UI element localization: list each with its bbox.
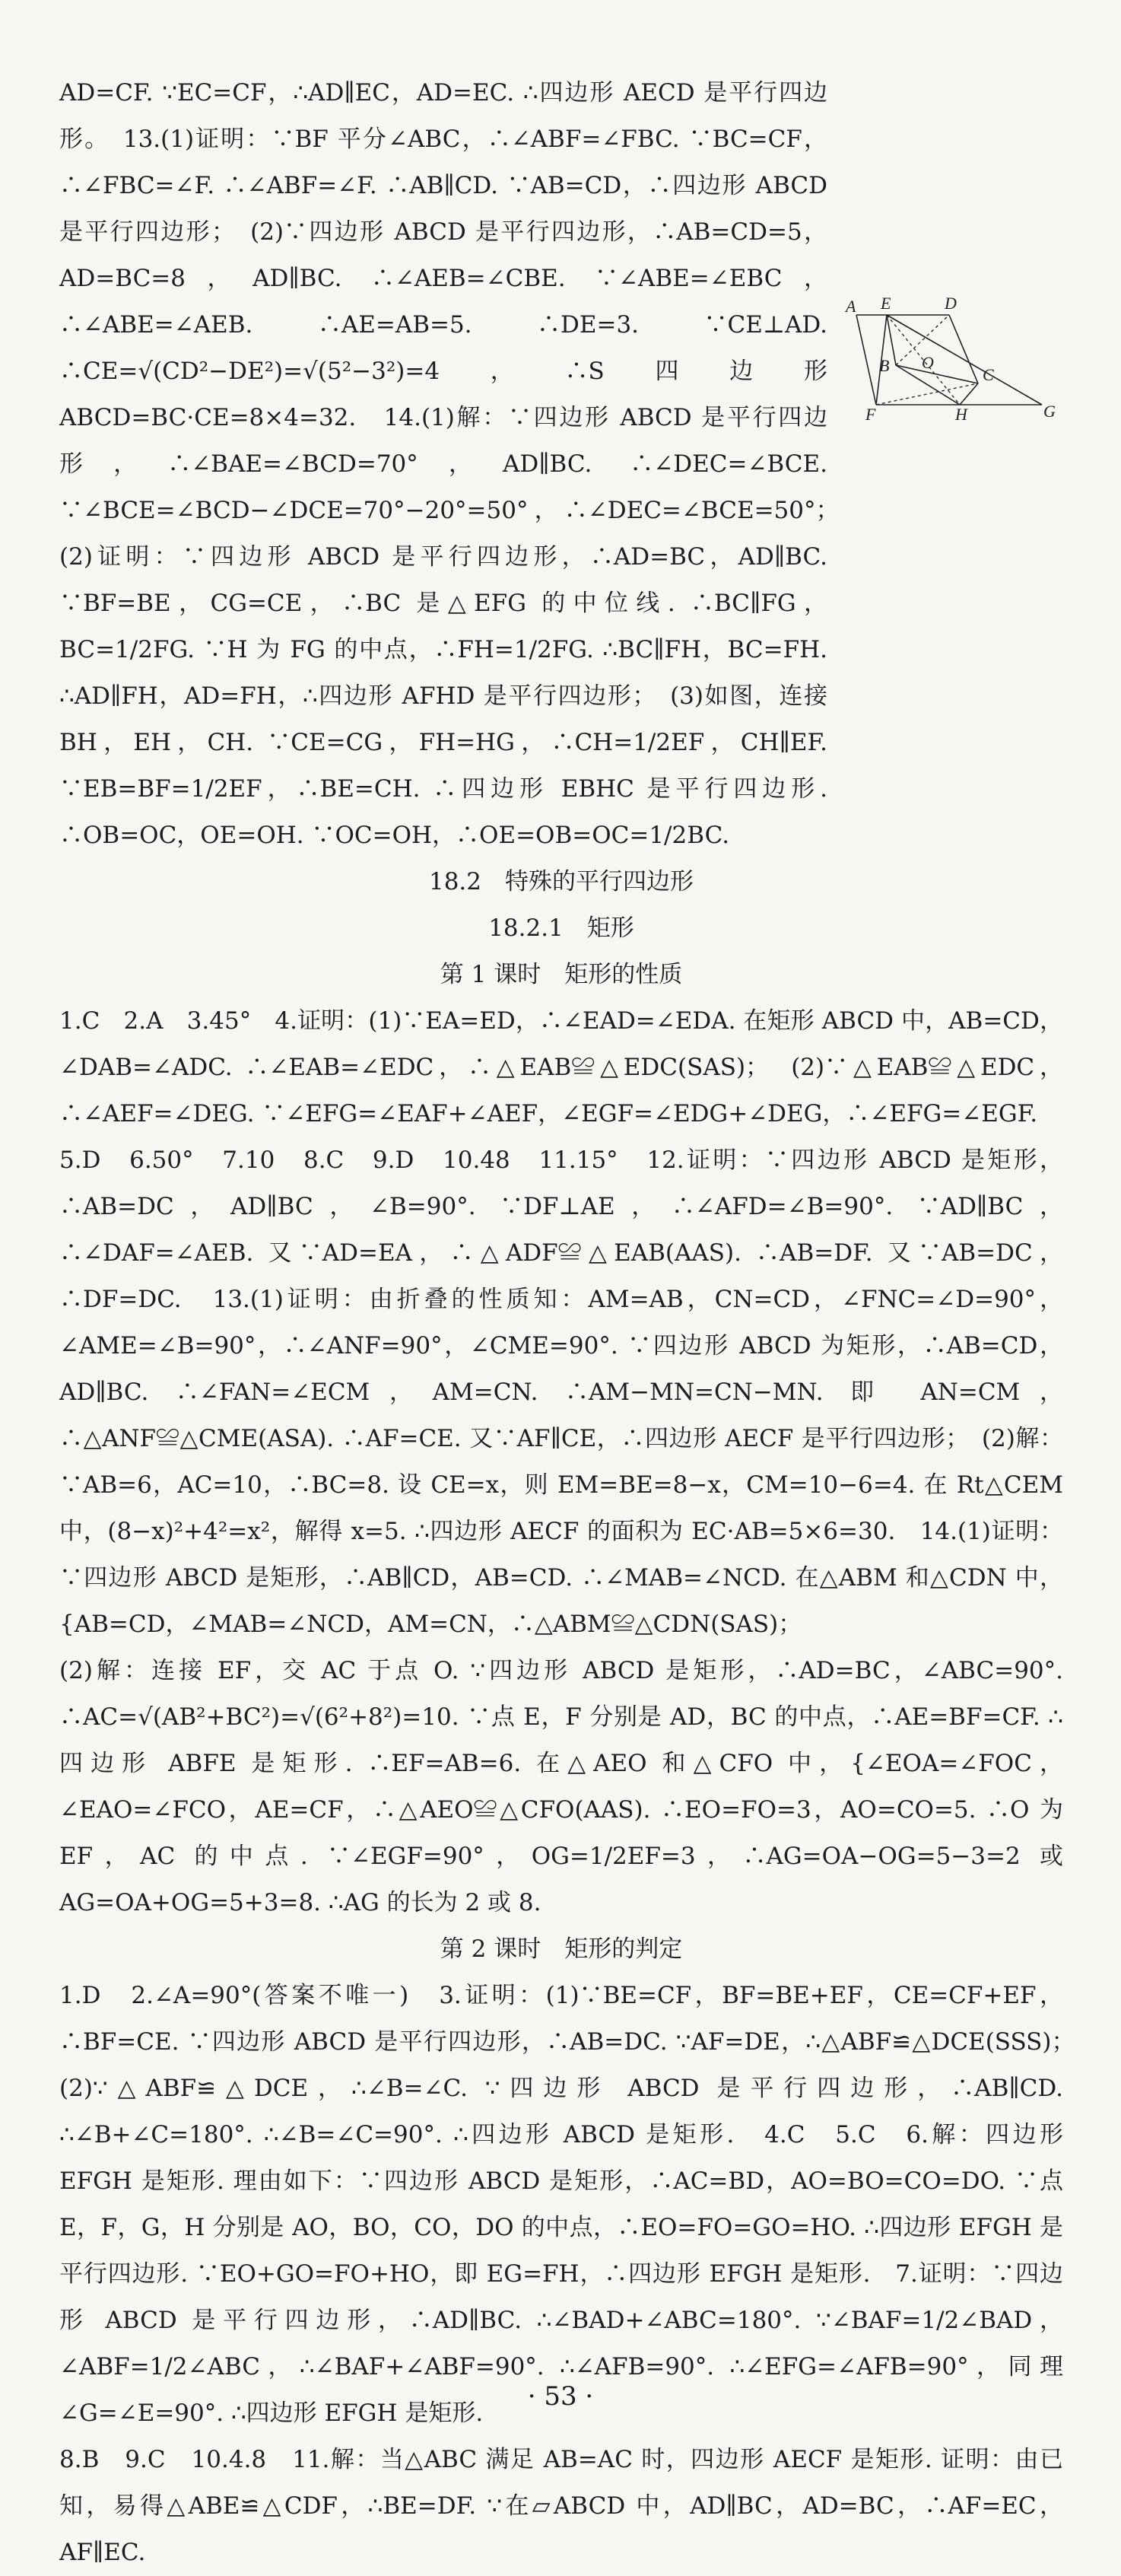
parallelogram-figure (843, 292, 1056, 424)
paragraph-lesson2-part1: 1.D 2.∠A=90°(答案不唯一) 3.证明：(1)∵BE=CF，BF=BE+EF，CE=CF+EF，∴BF=CE. ∵四边形 ABCD 是平行四边形，∴AB=DC. ∵AF=DE，∴△ABF≌△DCE(SSS)； (2)∵△ABF≌△DCE，∴∠B=∠C. ∵四边形 ABCD 是平行四边形，∴AB∥CD. ∴∠B+∠C=180°. ∴∠B=∠C=90°. ∴四边形 ABCD 是矩形. 4.C 5.C 6.解：四边形 EFGH 是矩形. 理由如下：∵四边形 ABCD 是矩形，∴AC=BD，AO=BO=CO=DO. ∵点 E，F，G，H 分别是 AO，BO，CO，DO 的中点，∴EO=FO=GO=HO. ∴四边形 EFGH 是平行四边形. ∵EO+GO=FO+HO，即 EG=FH，∴四边形 EFGH 是矩形. 7.证明：∵四边形 ABCD 是平行四边形，∴AD∥BC. ∴∠BAD+∠ABC=180°. ∵∠BAF=1/2∠BAD，∠ABF=1/2∠ABC，∴∠BAF+∠ABF=90°. ∴∠AFB=90°. ∴∠EFG=∠AFB=90°，同理∠G=∠E=90°. ∴四边形 EFGH 是矩形. (59, 1982, 1087, 2427)
paragraph-lesson1-part3: (2)解：连接 EF，交 AC 于点 O. ∵四边形 ABCD 是矩形，∴AD=BC，∠ABC=90°. ∴AC=√(AB²+BC²)=√(6²+8²)=10. ∵点 E，F 分别是 AD，BC 的中点，∴AE=BF=CF. ∴四边形 ABFE 是矩形. ∴EF=AB=6. 在△AEO 和△CFO 中，{∠EOA=∠FOC，∠EAO=∠FCO，AE=CF，∴△AEO≌△CFO(AAS). ∴EO=FO=3，AO=CO=5. ∴O 为 EF，AC 的中点. ∵∠EGF=90°，OG=1/2EF=3，∴AG=OA−OG=5−3=2 或 AG=OA+OG=5+3=8. ∴AG 的长为 2 或 8. (59, 1657, 1063, 1916)
label-E: E (881, 294, 891, 313)
label-C: C (983, 365, 994, 384)
paragraph-lesson1-part1: 1.C 2.A 3.45° 4.证明：(1)∵EA=ED，∴∠EAD=∠EDA. 在矩形 ABCD 中，AB=CD，∠DAB=∠ADC. ∴∠EAB=∠EDC，∴△EAB≌△EDC(SAS)； (2)∵△EAB≌△EDC，∴∠AEF=∠DEG. ∵∠EFG=∠EAF+∠AEF，∠EGF=∠EDG+∠DEG，∴∠EFG=∠EGF. (59, 1007, 1063, 1127)
label-H: H (955, 405, 967, 424)
paragraph-lesson1-part2: 5.D 6.50° 7.10 8.C 9.D 10.48 11.15° 12.证明：∵四边形 ABCD 是矩形，∴AB=DC，AD∥BC，∠B=90°. ∵DF⊥AE，∴∠AFD=∠B=90°. ∵AD∥BC，∴∠DAF=∠AEB. 又∵AD=EA，∴△ADF≌△EAB(AAS). ∴AB=DF. 又∵AB=DC，∴DF=DC. 13.(1)证明：由折叠的性质知：AM=AB，CN=CD，∠FNC=∠D=90°，∠AME=∠B=90°，∴∠ANF=90°，∠CME=90°. ∵四边形 ABCD 为矩形，∴AB=CD，AD∥BC. ∴∠FAN=∠ECM，AM=CN. ∴AM−MN=CN−MN. 即 AN=CM，∴△ANF≌△CME(ASA). ∴AF=CE. 又∵AF∥CE，∴四边形 AECF 是平行四边形； (2)解：∵AB=6，AC=10，∴BC=8. 设 CE=x，则 EM=BE=8−x，CM=10−6=4. 在 Rt△CEM 中，(8−x)²+4²=x²，解得 x=5. ∴四边形 AECF 的面积为 EC·AB=5×6=30. 14.(1)证明：∵四边形 ABCD 是矩形，∴AB∥CD，AB=CD. ∴∠MAB=∠NCD. 在△ABM 和△CDN 中，{AB=CD，∠MAB=∠NCD，AM=CN，∴△ABM≌△CDN(SAS)； (59, 1146, 1063, 1638)
paragraph-18-1-answers: AD=CF. ∵EC=CF，∴AD∥EC，AD=EC. ∴四边形 AECD 是平行四边形。 13.(1)证明：∵BF 平分∠ABC，∴∠ABF=∠FBC. ∵BC=CF，∴∠FBC=∠F. ∴∠ABF=∠F. ∴AB∥CD. ∵AB=CD，∴四边形 ABCD 是平行四边形； (2)∵四边形 ABCD 是平行四边形，∴AB=CD=5，AD=BC=8，AD∥BC. ∴∠AEB=∠CBE. ∵∠ABE=∠EBC，∴∠ABE=∠AEB. ∴AE=AB=5. ∴DE=3. ∵CE⊥AD. ∴CE=√(CD²−DE²)=√(5²−3²)=4，∴S四边形ABCD=BC·CE=8×4=32. 14.(1)解：∵四边形 ABCD 是平行四边形，∴∠BAE=∠BCD=70°，AD∥BC. ∴∠DEC=∠BCE. ∵∠BCE=∠BCD−∠DCE=70°−20°=50°，∴∠DEC=∠BCE=50°； (2)证明：∵四边形 ABCD 是平行四边形，∴AD=BC，AD∥BC. ∵BF=BE，CG=CE，∴BC 是△EFG 的中位线. ∴BC∥FG，BC=1/2FG. ∵H 为 FG 的中点，∴FH=1/2FG. ∴BC∥FH，BC=FH. ∴AD∥FH，AD=FH，∴四边形 AFHD 是平行四边形； (3)如图，连接 BH，EH，CH. ∵CE=CG，FH=HG，∴CH=1/2EF，CH∥EF. ∵EB=BF=1/2EF，∴BE=CH. ∴四边形 EBHC 是平行四边形. ∴OB=OC，OE=OH. ∵OC=OH，∴OE=OB=OC=1/2BC. (59, 79, 851, 849)
label-B: B (879, 356, 890, 375)
lesson-heading-1: 第 1 课时 矩形的性质 (440, 961, 683, 988)
label-D: D (945, 294, 957, 313)
section-heading: 18.2 特殊的平行四边形 (428, 868, 694, 895)
subsection-heading: 18.2.1 矩形 (488, 914, 634, 942)
answer-text (59, 70, 1087, 2576)
label-F: F (865, 405, 876, 424)
label-O: O (922, 353, 934, 372)
label-A: A (846, 297, 856, 316)
page-number: · 53 · (527, 2381, 594, 2412)
label-G: G (1043, 402, 1056, 421)
lesson-heading-2: 第 2 课时 矩形的判定 (440, 1935, 683, 1963)
paragraph-lesson2-part2: 8.B 9.C 10.4.8 11.解：当△ABC 满足 AB=AC 时，四边形 AECF 是矩形. 证明：由已知，易得△ABE≌△CDF，∴BE=DF. ∵在▱ABCD 中，AD∥BC，AD=BC，∴AF=EC，AF∥EC. (59, 2446, 1063, 2566)
